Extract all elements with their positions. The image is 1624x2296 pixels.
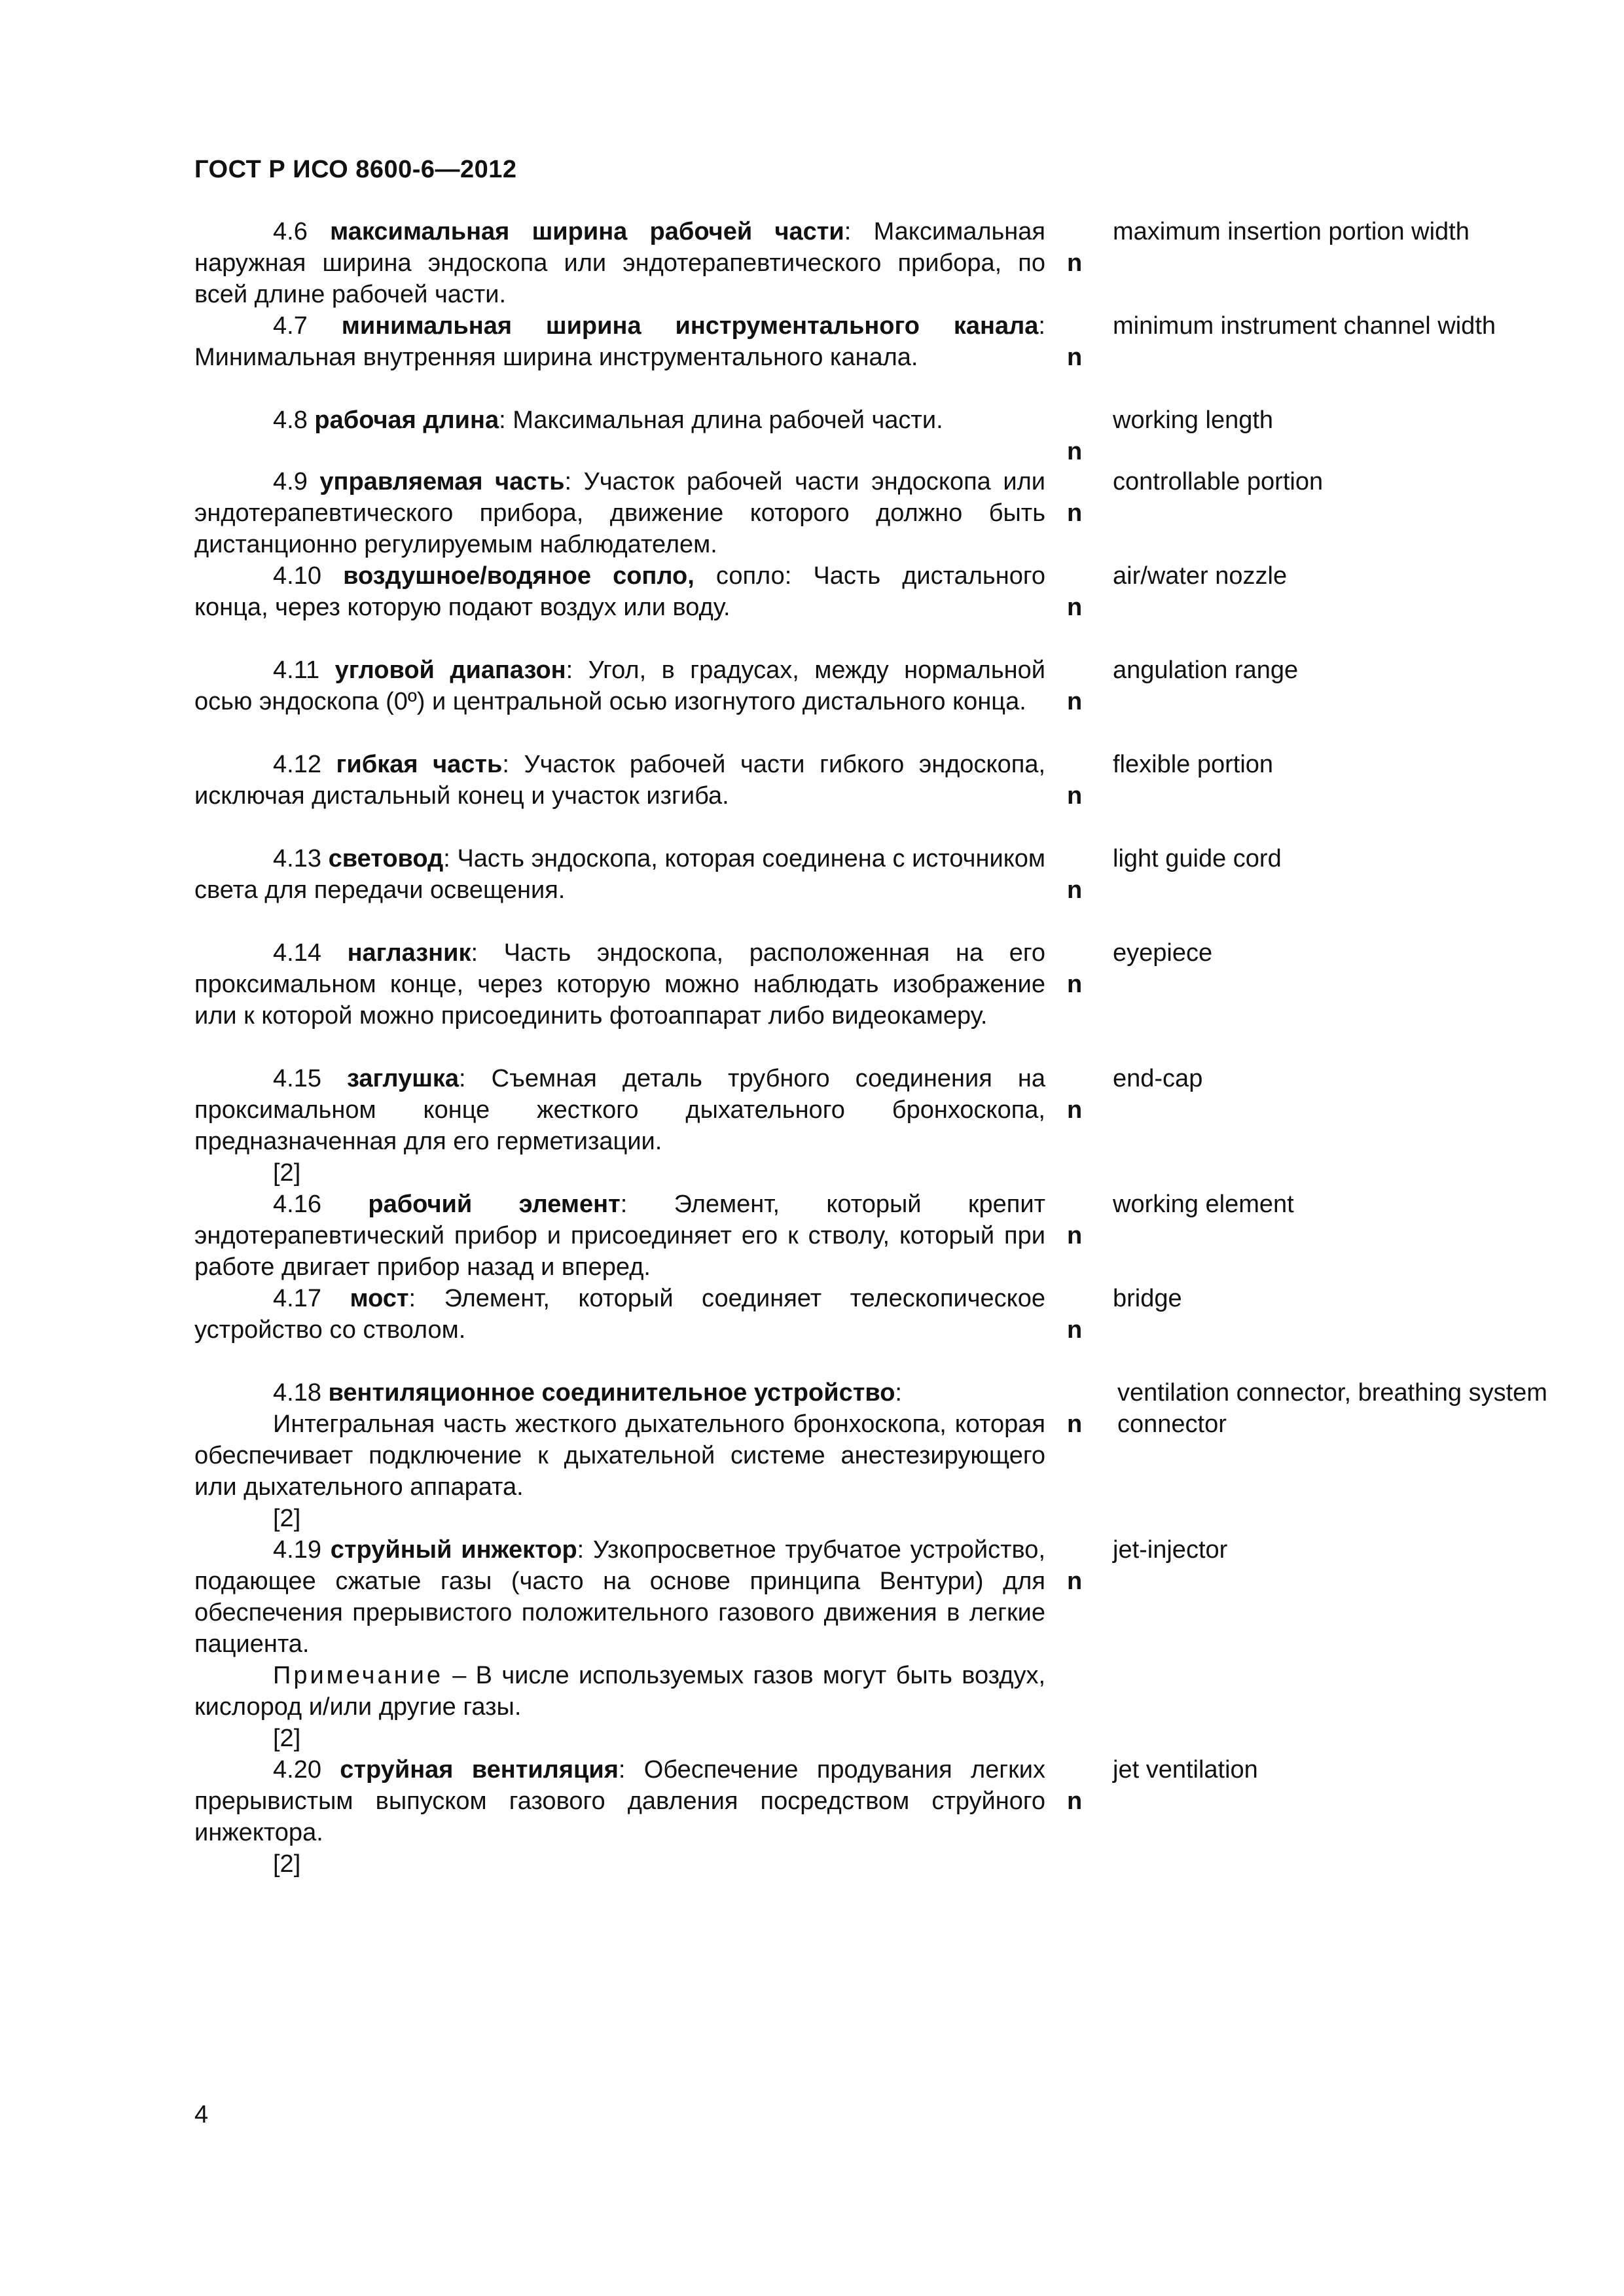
part-of-speech: n bbox=[1067, 594, 1083, 621]
term-definition: 4.6 максимальная ширина рабочей части: Максимальная наружная ширина эндоскопа или эндотерапевтического прибора, по всей длине рабочей части. bbox=[194, 218, 1046, 308]
term: максимальная ширина рабочей части bbox=[330, 218, 844, 245]
term-definition: 4.10 воздушное/водяное сопло, сопло: Часть дистального конца, через которую подают воздух или воду. bbox=[194, 562, 1045, 621]
term: наглазник bbox=[347, 939, 471, 967]
term-definition: 4.17 мост: Элемент, который соединяет телескопическое устройство со стволом. bbox=[194, 1285, 1045, 1344]
part-of-speech: n bbox=[1067, 344, 1083, 371]
term-definition: 4.14 наглазник: Часть эндоскопа, расположенная на его проксимальном конце, через которую можно наблюдать изображение или к которой можно присоединить фотоаппарат либо видеокамеру. bbox=[194, 939, 1045, 1030]
english-equivalent: ventilation connector, breathing system connector bbox=[1117, 1379, 1547, 1438]
part-of-speech: n bbox=[1067, 688, 1083, 715]
english-equivalent: light guide cord bbox=[1113, 845, 1282, 872]
reference: [2] bbox=[273, 1505, 301, 1532]
english-equivalent: air/water nozzle bbox=[1113, 562, 1288, 590]
term-definition: 4.8 рабочая длина: Максимальная длина рабочей части. bbox=[273, 406, 943, 434]
page-number: 4 bbox=[194, 2101, 209, 2128]
term-definition: 4.19 струйный инжектор: Узкопросветное трубчатое устройство, подающее сжатые газы (часто на основе принципа Вентури) для обеспечения прерывистого положительного газового движения в легкие пациента. Примечание – В числе используемых газов могут быть воздух, кислород и/или другие газы. [2] bbox=[194, 1534, 1045, 1754]
english-equivalent: maximum insertion portion width bbox=[1113, 218, 1470, 245]
part-of-speech: n bbox=[1067, 438, 1083, 465]
part-of-speech: n bbox=[1067, 249, 1083, 277]
english-equivalent: flexible portion bbox=[1113, 751, 1274, 778]
term: рабочий элемент bbox=[368, 1191, 621, 1218]
english-equivalent: controllable portion bbox=[1113, 468, 1324, 495]
term-definition: 4.16 рабочий элемент: Элемент, который крепит эндотерапевтический прибор и присоединяет его к стволу, который при работе двигает прибор назад и вперед. bbox=[194, 1191, 1045, 1281]
part-of-speech: n bbox=[1067, 1568, 1083, 1595]
term-definition: 4.7 минимальная ширина инструментального канала: Минимальная внутренняя ширина инструментального канала. bbox=[194, 312, 1045, 371]
part-of-speech: n bbox=[1067, 876, 1083, 904]
term: рабочая длина bbox=[314, 406, 499, 434]
term-definition: 4.15 заглушка: Съемная деталь трубного соединения на проксимальном конце жесткого дыхательного бронхоскопа, предназначенная для его герметизации. [2] bbox=[194, 1063, 1045, 1189]
term: струйный инжектор bbox=[330, 1536, 577, 1564]
term-definition: 4.18 вентиляционное соединительное устройство: Интегральная часть жесткого дыхательного бронхоскопа, которая обеспечивает подключение к дыхательной системе анестезирующего или дыхательного аппарата. [2] bbox=[194, 1377, 1045, 1534]
term-definition: 4.9 управляемая часть: Участок рабочей части эндоскопа или эндотерапевтического прибора, движение которого должно быть дистанционно регулируемым наблюдателем. bbox=[194, 468, 1046, 558]
english-equivalent: eyepiece bbox=[1113, 939, 1213, 967]
english-equivalent: jet ventilation bbox=[1113, 1756, 1258, 1784]
part-of-speech: n bbox=[1067, 1316, 1083, 1344]
term: заглушка bbox=[347, 1065, 460, 1092]
term-definition: 4.20 струйная вентиляция: Обеспечение продувания легких прерывистым выпуском газового давления посредством струйного инжектора. [2] bbox=[194, 1754, 1045, 1880]
part-of-speech: n bbox=[1067, 1222, 1083, 1249]
term-definition: 4.11 угловой диапазон: Угол, в градусах, между нормальной осью эндоскопа (0º) и центральной осью изогнутого дистального конца. bbox=[194, 656, 1045, 715]
part-of-speech: n bbox=[1067, 782, 1083, 810]
reference: [2] bbox=[273, 1850, 301, 1878]
term: струйная вентиляция bbox=[340, 1756, 619, 1784]
english-equivalent: jet-injector bbox=[1113, 1536, 1228, 1564]
term: гибкая часть bbox=[336, 751, 503, 778]
term: световод bbox=[328, 845, 444, 872]
term: угловой диапазон bbox=[334, 656, 566, 684]
english-equivalent: bridge bbox=[1113, 1285, 1182, 1312]
term-definition: 4.13 световод: Часть эндоскопа, которая соединена с источником света для передачи освещения. bbox=[194, 845, 1045, 904]
term: мост bbox=[350, 1285, 409, 1312]
part-of-speech: n bbox=[1067, 499, 1083, 527]
part-of-speech: n bbox=[1067, 1096, 1083, 1124]
english-equivalent: angulation range bbox=[1113, 656, 1299, 684]
reference: [2] bbox=[273, 1159, 301, 1187]
part-of-speech: n bbox=[1067, 971, 1083, 998]
term-definition: 4.12 гибкая часть: Участок рабочей части гибкого эндоскопа, исключая дистальный конец и участок изгиба. bbox=[194, 751, 1046, 810]
english-equivalent: working length bbox=[1113, 406, 1274, 434]
reference: [2] bbox=[273, 1725, 301, 1752]
note-label: Примечание bbox=[273, 1662, 443, 1689]
term: воздушное/водяное сопло, bbox=[343, 562, 695, 590]
term: минимальная ширина инструментального канала bbox=[341, 312, 1039, 340]
standard-designation: ГОСТ Р ИСО 8600-6—2012 bbox=[194, 156, 517, 183]
term: управляемая часть bbox=[319, 468, 565, 495]
english-equivalent: minimum instrument channel width bbox=[1113, 312, 1496, 340]
english-equivalent: end-cap bbox=[1113, 1065, 1203, 1092]
english-equivalent: working element bbox=[1113, 1191, 1294, 1218]
part-of-speech: n bbox=[1067, 1787, 1083, 1815]
term: вентиляционное соединительное устройство bbox=[328, 1379, 895, 1407]
part-of-speech: n bbox=[1067, 1410, 1083, 1438]
